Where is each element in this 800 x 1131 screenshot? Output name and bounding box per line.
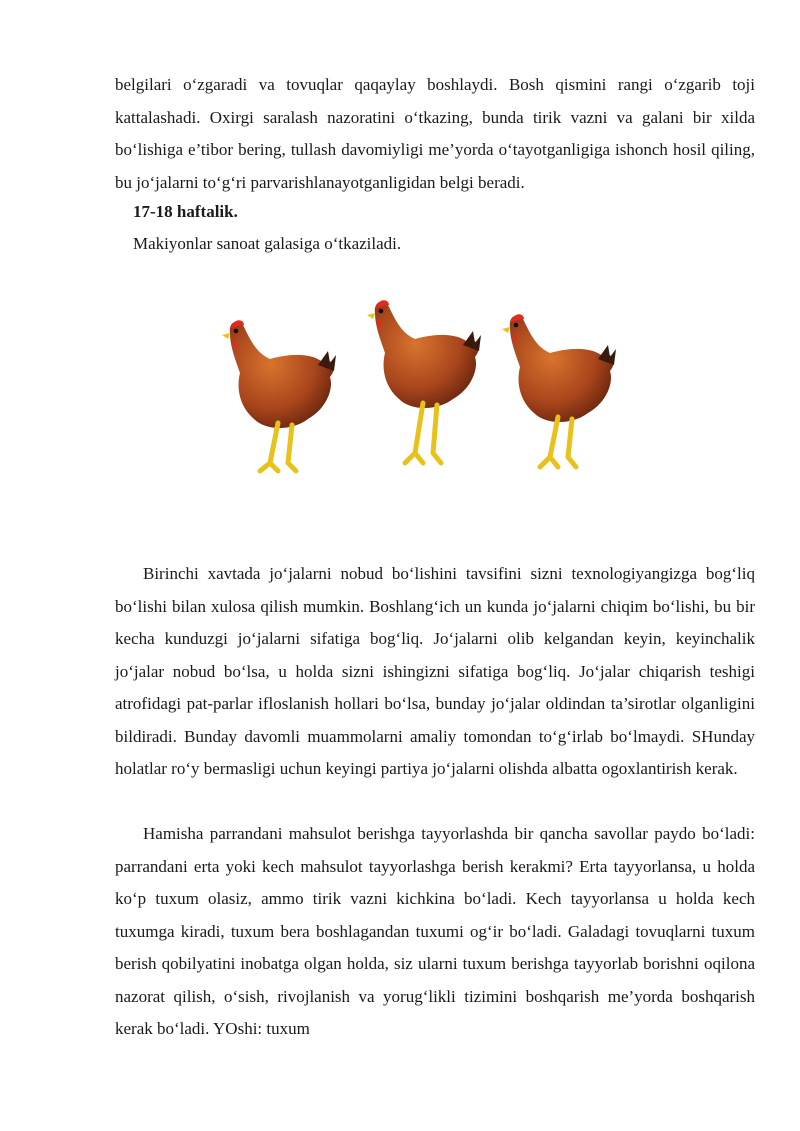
three-hens-illustration [195, 285, 625, 495]
paragraph-2: Birinchi xavtada jo‘jalarni nobud bo‘lishini tavsifini sizni texnologiyangizga bog‘liq bo‘lishi bilan xulosa qilish mumkin. Boshlang‘ich un kunda jo‘jalarni chiqim bo‘lishi, bu bir kecha kunduzgi jo‘jalarni sifatiga bog‘liq. Jo‘jalarni olib kelgandan keyin, keyinchalik jo‘jalar nobud bo‘lsa, u holda sizni ishingizni sifatiga bog‘liq. Jo‘jalar chiqarish teshigi atrofidagi pat-parlar ifloslanish hollari bo‘lsa, bunday jo‘jalar oldindan ta’sirotlar olganligini bildiradi. Bunday davomli muammolarni amaliy tomondan to‘g‘irlab bo‘lmaydi. SHunday holatlar ro‘y bermasligi uchun keyingi partiya jo‘jalarni olishda albatta ogoxlantirish kerak. [115, 564, 755, 778]
paragraph-1: belgilari o‘zgaradi va tovuqlar qaqaylay boshlaydi. Bosh qismini rangi o‘zgarib toji kattalashadi. Oxirgi saralash nazoratini o‘tkazing, bunda tirik vazni va galani bir xilda bo‘lishiga e’tibor bering, tullash davomiyligi me’yorda o‘tayotganligiga ishonch hosil qiling, bu jo‘jalarni to‘g‘ri parvarishlanayotganligidan belgi beradi. [115, 75, 755, 192]
paragraph-3: Hamisha parrandani mahsulot berishga tayyorlashda bir qancha savollar paydo bo‘ladi: parrandani erta yoki kech mahsulot tayyorlashga berish kerakmi? Erta tayyorlansa, u holda ko‘p tuxum olasiz, ammo tirik vazni kichkina bo‘ladi. Kech tayyorlansa u holda kech tuxumga kiradi, tuxum bera boshlagandan tuxumi og‘ir bo‘ladi. Galadagi tovuqlarni tuxum berish qobilyatini inobatga olgan holda, siz ularni tuxum berishga tayyorlab borishni oqilona nazorat qilish, o‘sish, rivojlanish va yorug‘likli tizimini boshqarish me’yorda boshqarish kerak bo‘ladi. YOshi: tuxum [115, 824, 755, 1038]
hen-icon-1 [222, 320, 336, 471]
section-intro-line: Makiyonlar sanoat galasiga o‘tkaziladi. [133, 234, 402, 253]
hen-icon-2 [367, 300, 481, 463]
hen-icon-3 [502, 314, 616, 467]
section-heading: 17-18 haftalik. [133, 202, 238, 221]
